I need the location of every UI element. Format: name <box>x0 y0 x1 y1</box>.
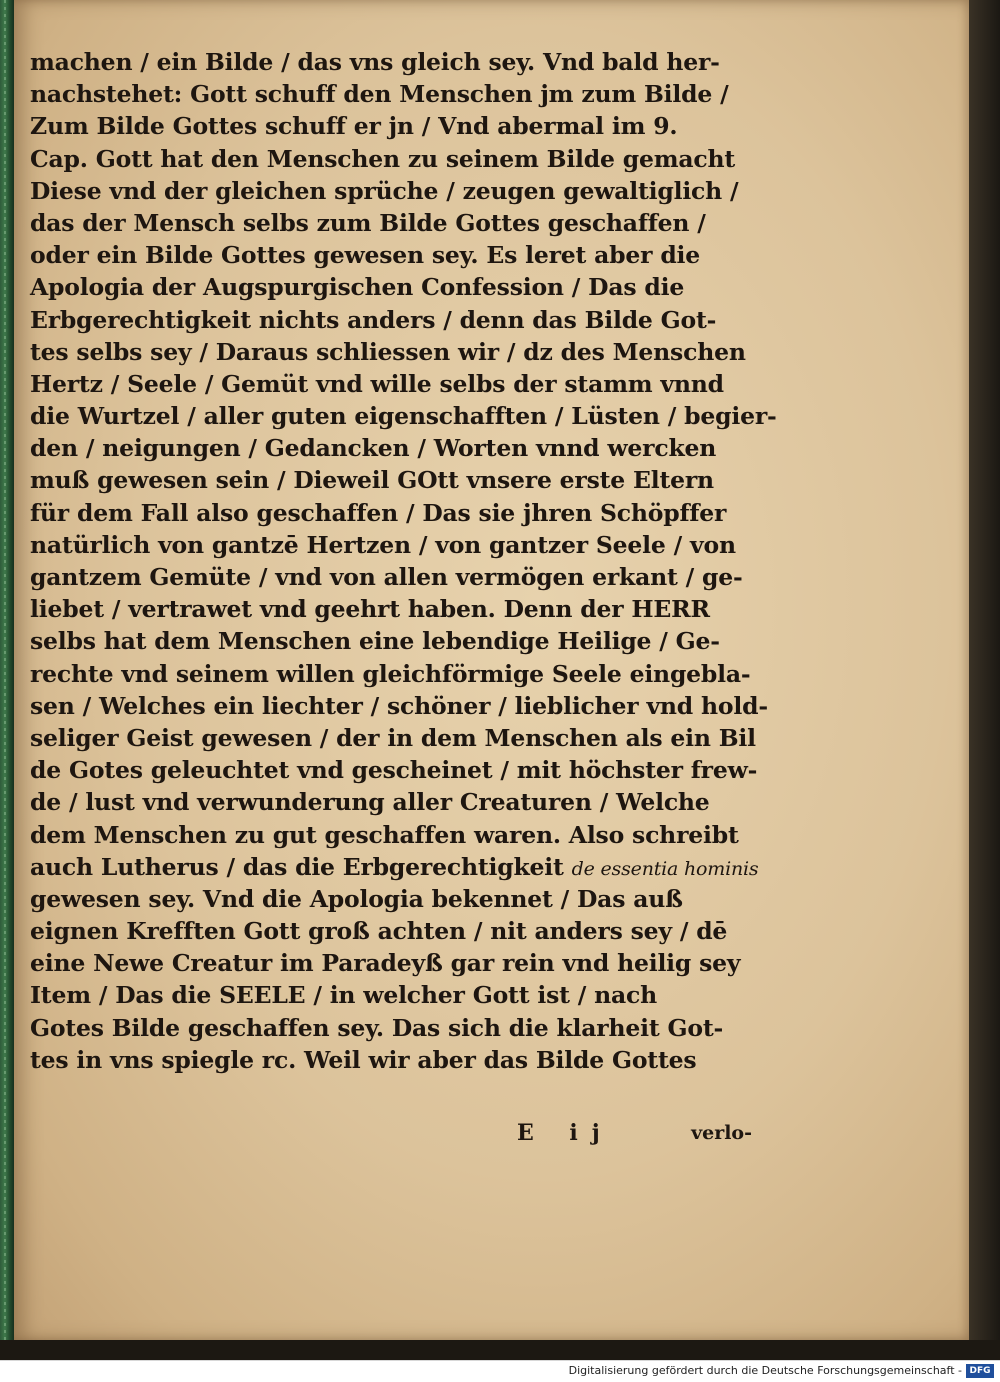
text-line: eine Newe Creatur im Paradeyß gar rein vnd heilig sey <box>30 949 741 978</box>
text-line: tes in vns spiegle rc. Weil wir aber das Bilde Gottes <box>30 1045 697 1074</box>
text-line: Hertz / Seele / Gemüt vnd wille selbs der stamm vnnd <box>30 369 724 398</box>
text-line: Cap. Gott hat den Menschen zu seinem Bilde gemacht <box>30 144 736 173</box>
text-line: Gotes Bilde geschaffen sey. Das sich die klarheit Got- <box>30 1013 724 1042</box>
credit-bar <box>0 1360 1000 1382</box>
text-line: tes selbs sey / Daraus schliessen wir / dz des Menschen <box>30 337 746 366</box>
text-line: Diese vnd der gleichen sprüche / zeugen gewaltiglich / <box>30 176 739 205</box>
text-line: den / neigungen / Gedancken / Worten vnnd wercken <box>30 434 717 463</box>
text-line: nachstehet: Gott schuff den Menschen jm zum Bilde / <box>30 80 729 109</box>
text-line: gantzem Gemüte / vnd von allen vermögen erkant / ge- <box>30 563 743 591</box>
text-line: liebet / vertrawet vnd geehrt haben. Denn der HERR <box>30 595 710 624</box>
text-line: muß gewesen sein / Dieweil GOtt vnsere erste Eltern <box>30 466 714 495</box>
text-line: für dem Fall also geschaffen / Das sie jhren Schöpffer <box>30 498 727 527</box>
text-line: seliger Geist gewesen / der in dem Menschen als ein Bil <box>30 723 756 752</box>
funding-credit: Digitalisierung gefördert durch die Deutsche Forschungsgemeinschaft - <box>568 1364 962 1377</box>
text-line: de Gotes geleuchtet vnd gescheinet / mit höchster frew- <box>30 756 758 785</box>
text-line: Item / Das die SEELE / in welcher Gott ist / nach <box>30 981 658 1010</box>
page-right-shadow <box>969 0 1000 1340</box>
text-line: natürlich von gantzē Hertzen / von gantzer Seele / von <box>30 530 736 559</box>
text-line: die Wurtzel / aller guten eigenschafften / Lüsten / begier- <box>30 402 777 431</box>
text-line: Erbgerechtigkeit nichts anders / denn das Bilde Got- <box>30 305 717 334</box>
text-line: Apologia der Augspurgischen Confession / Das die <box>30 273 685 302</box>
text-line-start: auch Lutherus / das die Erbgerechtigkeit <box>30 852 564 881</box>
text-line <box>30 851 768 883</box>
text-line: eignen Krefften Gott groß achten / nit anders sey / dē <box>30 917 728 946</box>
body-text <box>30 46 777 1076</box>
text-line: machen / ein Bilde / das vns gleich sey. Vnd bald her- <box>30 48 720 76</box>
latin-phrase: de essentia hominis <box>571 857 759 880</box>
text-line: de / lust vnd verwunderung aller Creaturen / Welche <box>30 788 710 817</box>
page-footer <box>30 1120 768 1152</box>
text-line: rechte vnd seinem willen gleichförmige Seele eingebla- <box>30 659 751 688</box>
book-binding-edge <box>0 0 14 1340</box>
text-line: gewesen sey. Vnd die Apologia bekennet / Das auß <box>30 884 683 913</box>
dfg-logo-icon: DFG <box>966 1364 994 1378</box>
text-line: dem Menschen zu gut geschaffen waren. Also schreibt <box>30 820 739 849</box>
text-line: sen / Welches ein liechter / schöner / lieblicher vnd hold- <box>30 691 768 720</box>
text-line: das der Mensch selbs zum Bilde Gottes geschaffen / <box>30 208 706 237</box>
signature-mark: E ij <box>517 1120 614 1146</box>
text-line: Zum Bilde Gottes schuff er jn / Vnd abermal im 9. <box>30 112 678 141</box>
text-line: oder ein Bilde Gottes gewesen sey. Es leret aber die <box>30 241 701 270</box>
text-line: selbs hat dem Menschen eine lebendige Heilige / Ge- <box>30 627 720 656</box>
catchword: verlo- <box>691 1122 752 1144</box>
